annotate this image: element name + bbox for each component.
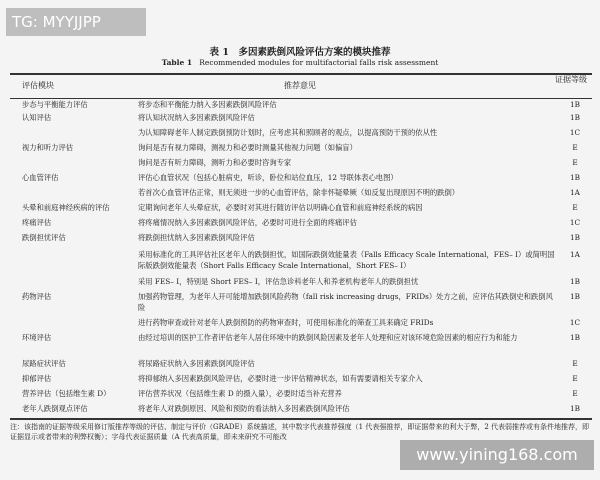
row-opinion: 将抑郁纳入多因素跌倒风险评估，必要时进一步评估精神状态，如有需要请相关专家介入	[138, 374, 423, 383]
header-opinion: 推荐意见	[284, 81, 316, 90]
watermark-top: TG: MYYJJPP	[6, 8, 146, 36]
table-title-en-text: Recommended modules for multifactorial falls risk assessment	[199, 58, 439, 67]
row-module: 老年人跌倒观点评估	[22, 404, 88, 413]
row-opinion: 将疼痛情况纳入多因素跌倒风险评估，必要时可进行全面的疼痛评估	[138, 218, 357, 227]
row-opinion: 将跌倒担忧纳入多因素跌倒风险评估	[138, 233, 255, 242]
row-grade: 1B	[569, 100, 580, 109]
row-opinion: 定期询问老年人头晕症状，必要时对其进行随访评估以明确心血管和前庭神经系统的病因	[138, 203, 423, 212]
row-grade: 1B	[569, 277, 580, 286]
row-module: 药物评估	[22, 292, 52, 301]
row-module: 认知评估	[22, 113, 52, 122]
table-bottom-rule	[10, 418, 592, 420]
row-grade: 1C	[569, 318, 581, 327]
watermark-bottom: www.yining168.com	[400, 440, 594, 470]
row-grade: 1B	[569, 333, 580, 342]
table-title-en-label: Table 1	[161, 58, 193, 67]
header-grade: 证据等级	[555, 75, 587, 84]
row-grade: E	[572, 359, 578, 368]
row-grade: 1B	[569, 292, 580, 301]
header-module: 评估模块	[22, 81, 54, 90]
table-title-cn: 表 1 多因素跌倒风险评估方案的模块推荐	[209, 47, 391, 58]
row-grade: E	[572, 158, 578, 167]
row-grade: E	[572, 203, 578, 212]
row-module: 跌倒担忧评估	[22, 233, 66, 242]
row-opinion: 询问是否有视力障碍，测视力和必要时测量其他视力问题（如偏盲）	[138, 143, 357, 152]
table-footnote: 注：该指南的证据等级采用修订版推荐等级的评估、制定与评价（GRADE）系统描述，其中数字代表推荐强度（1 代表强推荐，即证据带来的利大于弊，2 代表弱推荐或有条件地推荐，即证据显示或者带来的利弊权衡）；字母代表证据质量（A 代表高质量，即未来研究不可能改	[10, 423, 589, 441]
row-grade: 1B	[569, 113, 580, 122]
row-opinion: 询问是否有听力障碍，测听力和必要时咨询专家	[138, 158, 292, 167]
row-module: 头晕和前庭神经疾病的评估	[22, 203, 110, 212]
row-opinion: 由经过培训的医护工作者评估老年人居住环境中的跌倒风险因素及老年人处理和应对该环境危险因素的相应行为和能力	[138, 333, 518, 342]
row-grade: 1A	[570, 250, 580, 259]
row-opinion: 将认知状况纳入多因素跌倒风险评估	[138, 113, 255, 122]
row-grade: 1C	[569, 128, 581, 137]
table-title-en	[0, 58, 600, 67]
row-opinion: 加强药物管理，为老年人开可能增加跌倒风险药物（fall risk increasing drugs，FRIDs）处方之前，应评估其跌倒史和跌倒风险	[138, 292, 553, 312]
row-opinion: 将尿路症状纳入多因素跌倒风险评估	[138, 359, 255, 368]
row-opinion: 采用 FES– Ⅰ，特别是 Short FES– Ⅰ，评估急诊科老年人和养老机构老年人的跌倒担忧	[138, 277, 419, 286]
row-module: 心血管评估	[22, 173, 59, 182]
row-grade: 1C	[569, 218, 581, 227]
row-grade: 1B	[569, 233, 580, 242]
row-grade: E	[572, 374, 578, 383]
table-top-rule	[10, 73, 592, 75]
row-opinion: 为认知障碍老年人制定跌倒预防计划时，应考虑其和照顾者的观点，以提高预防干预的依从性	[138, 128, 438, 137]
row-opinion: 将老年人对跌倒原因、风险和预防的看法纳入多因素跌倒风险评估	[138, 404, 350, 413]
row-grade: 1B	[569, 404, 580, 413]
row-grade: 1A	[570, 188, 580, 197]
row-opinion: 将步态和平衡能力纳入多因素跌倒风险评估	[138, 100, 277, 109]
row-opinion: 若首次心血管评估正常，则无须进一步的心血管评估，除非怀疑晕厥（如反复出现原因不明的跌倒）	[138, 188, 460, 197]
row-module: 营养评估（包括维生素 D）	[22, 389, 111, 398]
row-grade: E	[572, 143, 578, 152]
row-module: 尿路症状评估	[22, 359, 66, 368]
row-grade: E	[572, 389, 578, 398]
row-module: 视力和听力评估	[22, 143, 74, 152]
row-module: 环境评估	[22, 333, 52, 342]
row-module: 抑郁评估	[22, 374, 52, 383]
row-opinion: 进行药物审查或针对老年人跌倒预防的药物审查时，可使用标准化的筛查工具来确定 FRIDs	[138, 318, 434, 327]
row-opinion: 评估营养状况（包括维生素 D 的摄入量），必要时适当补充营养	[138, 389, 342, 398]
row-module: 步态与平衡能力评估	[22, 100, 88, 109]
row-module: 疼痛评估	[22, 218, 52, 227]
row-opinion: 采用标准化的工具评估社区老年人的跌倒担忧，如国际跌倒效能量表（Falls Efficacy Scale International，FES– Ⅰ）或简明国际版跌倒效能量表（Short Falls Efficacy Scale International，Short FES– Ⅰ）	[138, 250, 555, 270]
row-grade: 1B	[569, 173, 580, 182]
row-opinion: 评估心血管状况（包括心脏病史，听诊，卧位和站位血压，12 导联体表心电图）	[138, 173, 398, 182]
